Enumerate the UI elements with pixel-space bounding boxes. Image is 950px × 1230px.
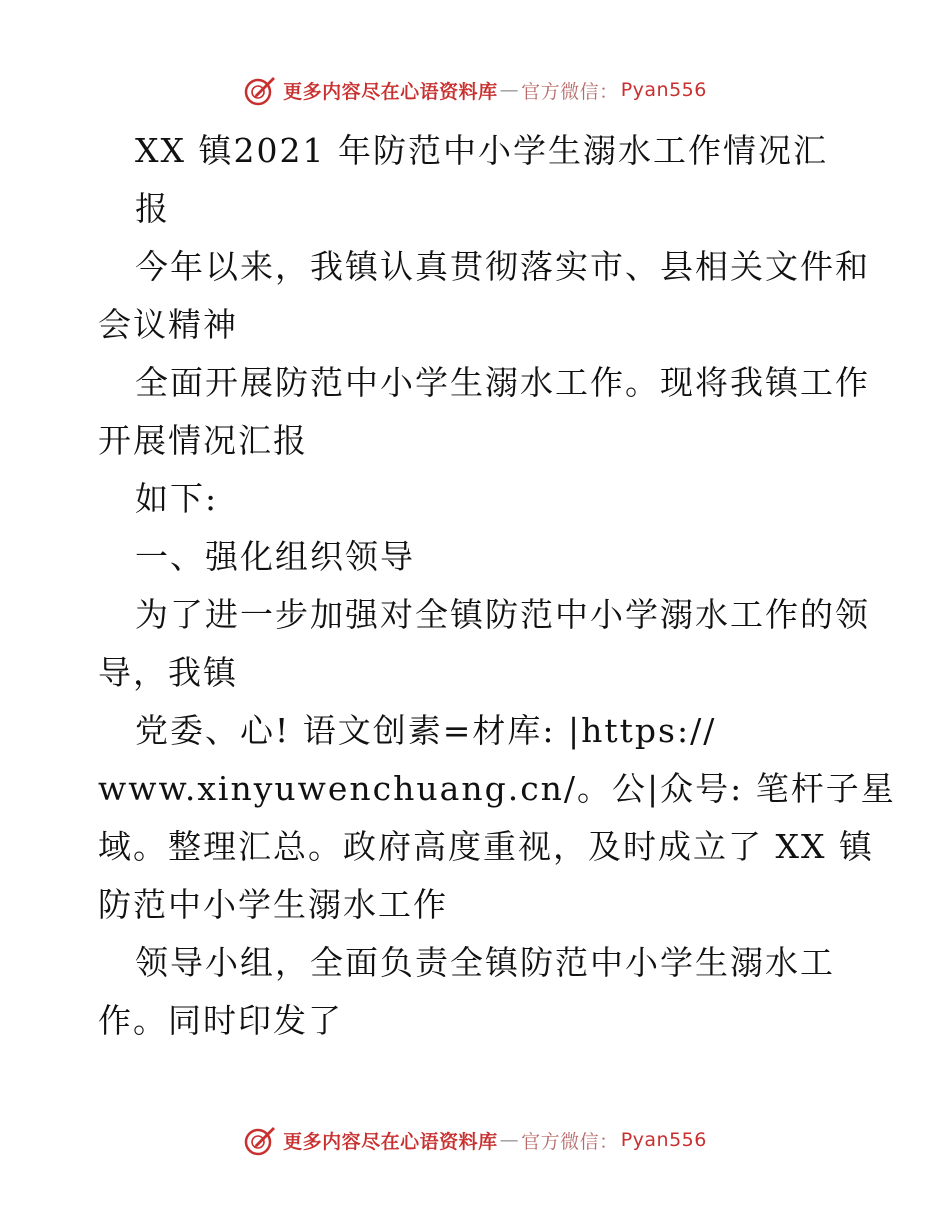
quill-logo-icon <box>243 73 277 107</box>
paragraph-line: 开展情况汇报 <box>98 421 308 460</box>
banner-wechat-label: 官方微信： <box>521 80 619 103</box>
document-body <box>98 122 896 1050</box>
banner-wechat-label: 官方微信： <box>521 1130 619 1153</box>
title-line-1: XX 镇2021 年防范中小学生溺水工作情况汇 <box>135 131 828 170</box>
paragraph-line: 防范中小学生溺水工作 <box>98 885 448 924</box>
paragraph-line: 会议精神 <box>98 305 238 344</box>
paragraph-line: 今年以来，我镇认真贯彻落实市、县相关文件和 <box>135 247 870 286</box>
title-line-2: 报 <box>135 189 170 228</box>
paragraph-line: 如下: <box>135 479 219 518</box>
section-heading: 一、强化组织领导 <box>135 537 415 576</box>
banner-brand-text: 更多内容尽在心语资料库 <box>283 80 498 103</box>
paragraph-line: 导，我镇 <box>98 653 238 692</box>
banner-dash: — <box>499 79 520 101</box>
quill-logo-icon <box>243 1123 277 1157</box>
paragraph-line: www.xinyuwenchuang.cn/。公|众号: 笔杆子星 <box>98 769 896 808</box>
paragraph-line: 领导小组，全面负责全镇防范中小学生溺水工 <box>135 943 835 982</box>
paragraph-line: 域。整理汇总。政府高度重视，及时成立了 XX 镇 <box>98 827 874 866</box>
banner-brand-text: 更多内容尽在心语资料库 <box>283 1130 498 1153</box>
paragraph-line: 为了进一步加强对全镇防范中小学溺水工作的领 <box>135 595 870 634</box>
banner-wechat-id: Pyan556 <box>620 1129 707 1151</box>
banner-wechat-id: Pyan556 <box>620 79 707 101</box>
header-banner <box>0 70 950 110</box>
paragraph-line: 全面开展防范中小学生溺水工作。现将我镇工作 <box>135 363 870 402</box>
footer-banner <box>0 1120 950 1160</box>
banner-dash: — <box>499 1129 520 1151</box>
paragraph-line: 作。同时印发了 <box>98 1001 343 1040</box>
paragraph-line: 党委、心! 语文创素=材库: |https:// <box>135 711 717 750</box>
